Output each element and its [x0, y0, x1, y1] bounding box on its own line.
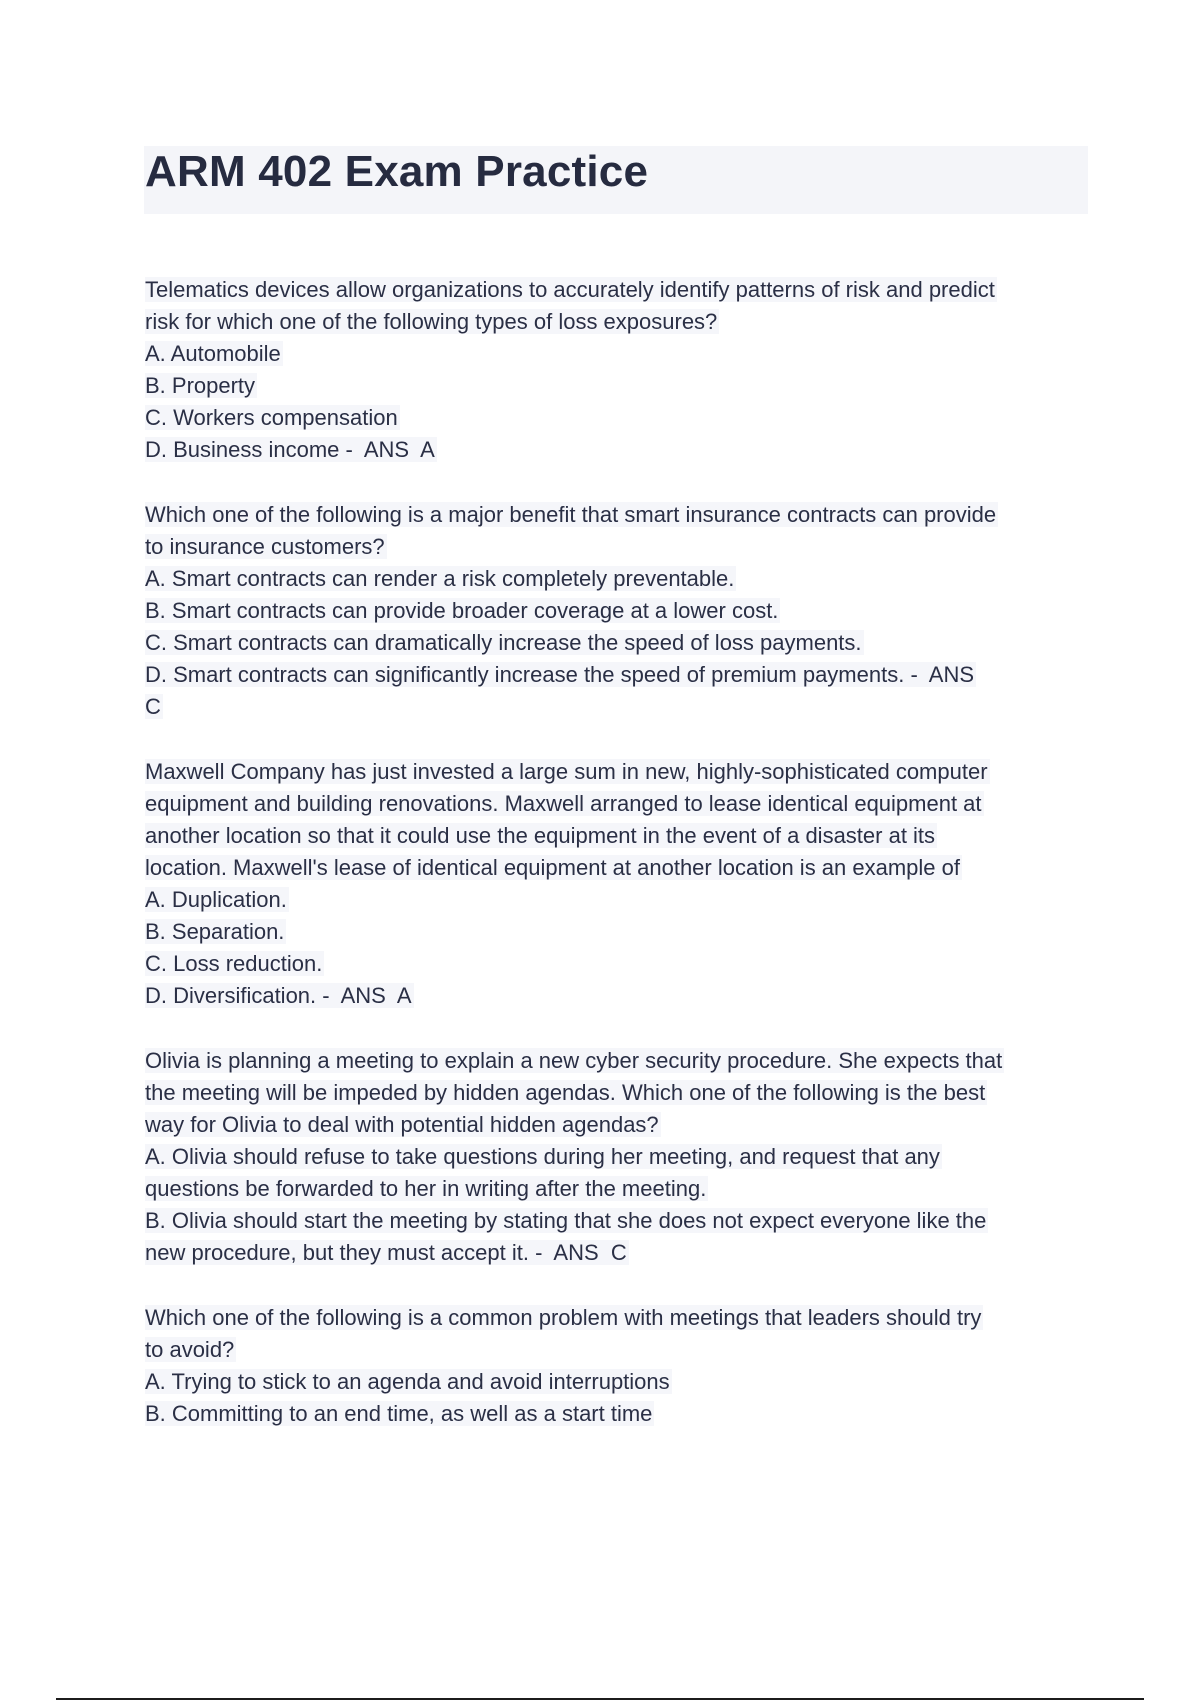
question-block — [145, 274, 1095, 466]
answer-option: questions be forwarded to her in writing after the meeting. — [145, 1176, 707, 1201]
question-text-line: Maxwell Company has just invested a large sum in new, highly-sophisticated computer — [145, 759, 988, 784]
question-text — [145, 274, 1095, 306]
answer-option: A. Olivia should refuse to take questions during her meeting, and request that any — [145, 1144, 940, 1169]
question-text-line: another location so that it could use the equipment in the event of a disaster at its — [145, 823, 936, 848]
answer-option-with-key: new procedure, but they must accept it. - ANS C — [145, 1240, 627, 1265]
answer-option: B. Olivia should start the meeting by stating that she does not expect everyone like the — [145, 1208, 987, 1233]
answer-option: A. Automobile — [145, 341, 281, 366]
question-text-line: location. Maxwell's lease of identical equipment at another location is an example of — [145, 855, 960, 880]
question-text-line: way for Olivia to deal with potential hidden agendas? — [145, 1112, 659, 1137]
question-text-line: risk for which one of the following types of loss exposures? — [145, 309, 718, 334]
question-text-line: the meeting will be impeded by hidden agendas. Which one of the following is the best — [145, 1080, 986, 1105]
answer-option: C. Smart contracts can dramatically increase the speed of loss payments. — [145, 630, 862, 655]
answer-option: B. Smart contracts can provide broader coverage at a lower cost. — [145, 598, 779, 623]
answer-option: B. Separation. — [145, 919, 285, 944]
answer-option: B. Committing to an end time, as well as a start time — [145, 1401, 653, 1426]
question-block — [145, 499, 1095, 723]
question-block — [145, 756, 1095, 1012]
answer-option: A. Smart contracts can render a risk completely preventable. — [145, 566, 735, 591]
document-title: ARM 402 Exam Practice — [145, 147, 649, 196]
answer-option: D. Smart contracts can significantly increase the speed of premium payments. - ANS — [145, 662, 975, 687]
answer-option: B. Property — [145, 373, 256, 398]
answer-option: C. Loss reduction. — [145, 951, 323, 976]
question-block — [145, 1045, 1095, 1269]
question-text-line: to avoid? — [145, 1337, 235, 1362]
answer-option: A. Duplication. — [145, 887, 287, 912]
question-text-line: Which one of the following is a major benefit that smart insurance contracts can provide — [145, 502, 997, 527]
question-text-line: Which one of the following is a common problem with meetings that leaders should try — [145, 1305, 982, 1330]
answer-option: A. Trying to stick to an agenda and avoid interruptions — [145, 1369, 670, 1394]
question-text-line: Olivia is planning a meeting to explain a new cyber security procedure. She expects that — [145, 1048, 1003, 1073]
answer-option-with-key: D. Diversification. - ANS A — [145, 983, 412, 1008]
question-text-line: equipment and building renovations. Maxwell arranged to lease identical equipment at — [145, 791, 982, 816]
answer-option: C. Workers compensation — [145, 405, 398, 430]
answer-key: C — [145, 694, 161, 719]
question-text-line: to insurance customers? — [145, 534, 385, 559]
question-list — [145, 274, 1095, 1463]
question-block — [145, 1302, 1095, 1430]
question-text-line: Telematics devices allow organizations to accurately identify patterns of risk and predict — [145, 277, 995, 302]
answer-option-with-key: D. Business income - ANS A — [145, 437, 435, 462]
